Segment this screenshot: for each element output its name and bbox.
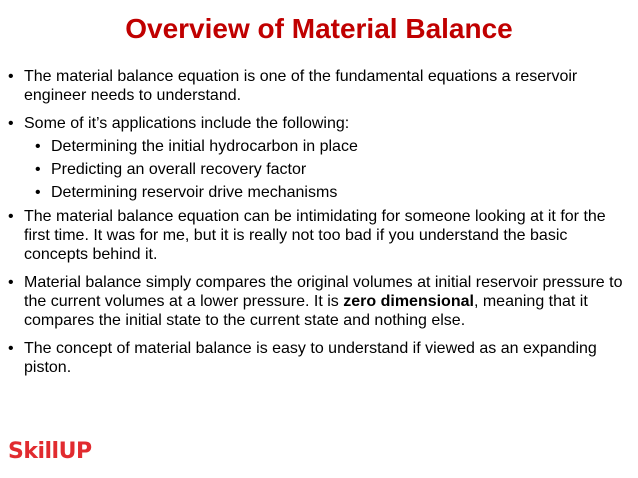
bullet-dot: • [35,138,41,155]
bullet-dot: • [35,184,41,201]
bullet-text: The material balance equation can be intimidating for someone looking at it for the first time. It was for me, but it is really not too bad if you understand the basic concepts behind it. [24,208,606,263]
sub-bullet-text: Determining the initial hydrocarbon in place [51,138,358,155]
bullet-dot: • [8,340,14,357]
bullet-text-post: , meaning that it compares the initial state to the current state and nothing else. [24,293,588,329]
bullet-text: Some of it’s applications include the following: [24,115,350,132]
bullet-dot: • [8,274,14,291]
bullet-item [8,114,634,133]
bullet-text: The material balance equation is one of the fundamental equations a reservoir engineer needs to understand. [24,68,578,104]
bullet-dot: • [8,208,14,225]
bullet-item [8,207,634,264]
bullet-dot: • [8,115,14,132]
bullet-text: The concept of material balance is easy to understand if viewed as an expanding piston. [24,340,597,376]
sub-bullet-item [8,183,634,202]
bullet-dot: • [8,68,14,85]
bullet-list [8,67,634,386]
bullet-item [8,339,634,377]
bullet-item [8,67,634,105]
slide-title: Overview of Material Balance [125,13,513,44]
bullet-text-bold: zero dimensional [343,293,474,310]
bullet-text-pre: Material balance simply compares the original volumes at initial reservoir pressure to the current volumes at a lower pressure. It is [24,274,623,310]
sub-bullet-text: Determining reservoir drive mechanisms [51,184,338,201]
sub-bullet-item [8,137,634,156]
skillup-logo [8,438,92,466]
sub-bullet-item [8,160,634,179]
sub-bullet-text: Predicting an overall recovery factor [51,161,307,178]
logo-text: SkillUP [8,439,92,464]
bullet-dot: • [35,161,41,178]
bullet-item [8,273,634,330]
